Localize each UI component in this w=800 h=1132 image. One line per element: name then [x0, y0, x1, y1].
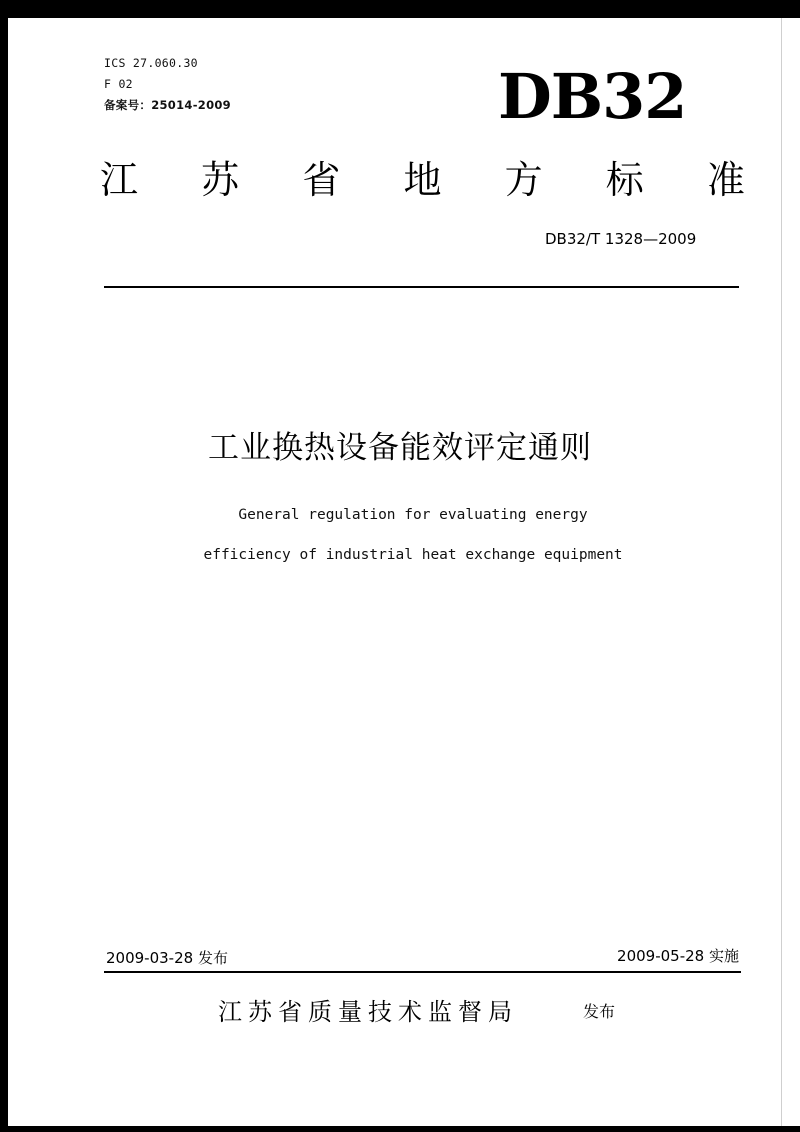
standard-type-title	[100, 155, 745, 205]
issue-date: 2009-03-28 发布	[106, 949, 228, 967]
footer-divider	[104, 971, 741, 973]
standard-title-char: 省	[302, 158, 341, 202]
document-title-english-line-2: efficiency of industrial heat exchange equipment	[203, 547, 623, 563]
scan-right-edge	[781, 18, 782, 1126]
header-divider	[104, 286, 739, 288]
db32-logo: DB32	[498, 60, 687, 133]
standard-title-char: 江	[100, 158, 139, 202]
standard-code: DB32/T 1328—2009	[545, 230, 697, 248]
scan-left-border	[0, 18, 8, 1126]
publisher-name: 江苏省质量技术监督局	[218, 998, 518, 1026]
document-title-chinese: 工业换热设备能效评定通则	[208, 430, 592, 466]
scan-top-border	[0, 0, 800, 18]
publisher-action: 发布	[583, 1002, 616, 1021]
standard-title-char: 标	[605, 158, 644, 202]
standard-title-char: 准	[706, 158, 745, 202]
record-number: 备案号：25014-2009	[104, 98, 231, 112]
document-title-english-line-1: General regulation for evaluating energy	[238, 507, 588, 523]
ics-code: ICS 27.060.30	[104, 56, 198, 70]
standard-title-char: 地	[403, 158, 442, 202]
classification-code: F 02	[104, 77, 133, 91]
standard-title-char: 苏	[201, 158, 240, 202]
standard-title-char: 方	[504, 158, 543, 202]
implementation-date: 2009-05-28 实施	[617, 947, 739, 965]
scan-bottom-border	[0, 1126, 800, 1132]
